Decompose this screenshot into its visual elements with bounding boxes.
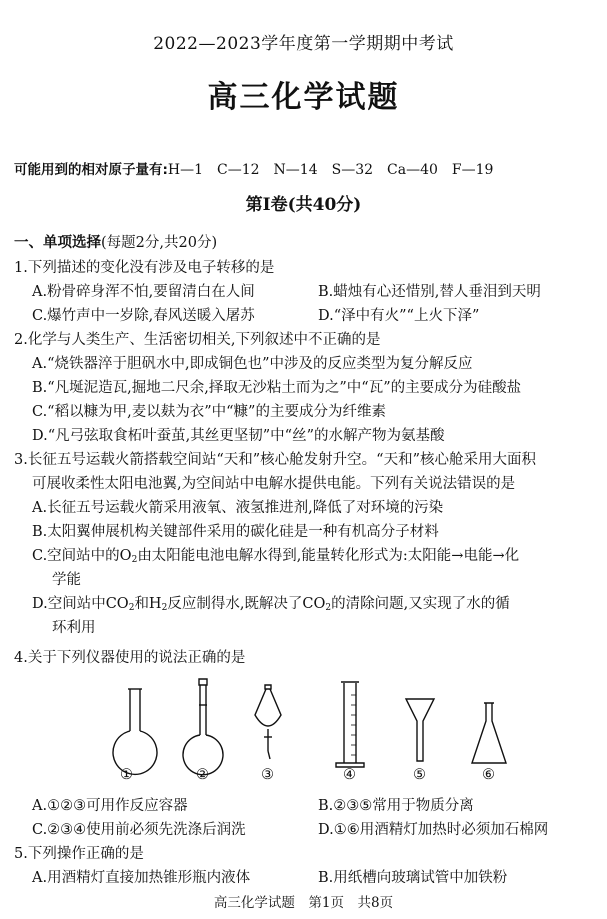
graduated-cylinder-icon — [336, 682, 364, 767]
q1-option-a: A.粉骨碎身浑不怕,要留清白在人间 — [32, 284, 255, 300]
q3-d-text-4: 的清除问题,又实现了水的循 — [331, 596, 510, 612]
q2-option-a: A.“烧铁器淬于胆矾水中,即成铜色也”中涉及的反应类型为复分解反应 — [32, 356, 473, 372]
apparatus-label-6: ⑥ — [482, 767, 495, 783]
q3-c-text-1: C.空间站中的O — [32, 548, 132, 564]
apparatus-label-1: ① — [120, 767, 133, 783]
apparatus-label-2: ② — [196, 767, 209, 783]
conical-flask-icon — [472, 703, 506, 763]
q2-stem: 2.化学与人类生产、生活密切相关,下列叙述中不正确的是 — [14, 332, 381, 348]
q3-option-c-cont: 学能 — [52, 572, 81, 588]
q1-option-b: B.蜡烛有心还惜别,替人垂泪到天明 — [318, 284, 541, 300]
q3-d-text-3: 反应制得水,既解决了CO — [167, 596, 326, 612]
q3-d-sub-3: 2 — [325, 603, 332, 613]
q1-option-c: C.爆竹声中一岁除,春风送暖入屠苏 — [32, 308, 255, 324]
q3-c-sub: 2 — [131, 555, 138, 565]
separatory-funnel-icon — [255, 685, 281, 759]
q3-stem-line2: 可展收柔性太阳电池翼,为空间站中电解水提供电能。下列有关说法错误的是 — [32, 476, 516, 492]
q3-option-d-cont: 环利用 — [52, 620, 96, 636]
q3-d-sub-2: 2 — [161, 603, 168, 613]
atomic-mass-line — [14, 160, 493, 180]
q3-option-a: A.长征五号运载火箭采用液氧、液氢推进剂,降低了对环境的污染 — [32, 500, 444, 516]
q3-c-text-2: 由太阳能电池电解水得到,能量转化形式为:太阳能→电能→化 — [137, 548, 520, 564]
q4-option-c: C.②③④使用前必须先洗涤后润洗 — [32, 822, 246, 838]
apparatus-label-3: ③ — [261, 767, 274, 783]
q2-option-d: D.“凡弓弦取食柘叶蚕茧,其丝更坚韧”中“丝”的水解产物为氨基酸 — [32, 428, 445, 444]
apparatus-label-4: ④ — [343, 767, 356, 783]
q4-stem: 4.关于下列仪器使用的说法正确的是 — [14, 650, 246, 666]
q2-option-b: B.“凡埏泥造瓦,掘地二尺余,择取无沙粘土而为之”中“瓦”的主要成分为硅酸盐 — [32, 380, 522, 396]
q5-stem: 5.下列操作正确的是 — [14, 846, 144, 862]
q3-option-c — [32, 546, 519, 570]
q3-option-b: B.太阳翼伸展机构关键部件采用的碳化硅是一种有机高分子材料 — [32, 524, 439, 540]
volumetric-flask-icon — [183, 679, 223, 775]
paper-title: 高三化学试题 — [207, 80, 400, 115]
lab-apparatus-figure — [100, 675, 520, 787]
volume-heading: 第Ⅰ卷(共40分) — [245, 195, 362, 215]
section-name: 一、单项选择 — [14, 235, 101, 251]
apparatus-label-5: ⑤ — [413, 767, 426, 783]
q3-stem-line1: 3.长征五号运载火箭搭载空间站“天和”核心舱发射升空。“天和”核心舱采用大面积 — [14, 452, 536, 468]
q4-option-a: A.①②③可用作反应容器 — [32, 798, 188, 814]
q4-option-d: D.①⑥用酒精灯加热时必须加石棉网 — [318, 822, 549, 838]
q5-option-b: B.用纸槽向玻璃试管中加铁粉 — [318, 870, 508, 886]
funnel-icon — [406, 699, 434, 761]
section-heading — [14, 233, 217, 253]
q3-d-text-1: D.空间站中CO — [32, 596, 129, 612]
exam-heading: 2022—2023学年度第一学期期中考试 — [153, 34, 454, 54]
round-bottom-flask-icon — [113, 689, 157, 774]
page-footer: 高三化学试题 第1页 共8页 — [213, 895, 394, 911]
q1-stem: 1.下列描述的变化没有涉及电子转移的是 — [14, 260, 275, 276]
atomic-mass-label: 可能用到的相对原子量有: — [14, 162, 168, 178]
section-note: (每题2分,共20分) — [101, 235, 218, 251]
q3-option-d — [32, 594, 510, 618]
q4-option-b: B.②③⑤常用于物质分离 — [318, 798, 474, 814]
q5-option-a: A.用酒精灯直接加热锥形瓶内液体 — [32, 870, 251, 886]
q2-option-c: C.“稻以糠为甲,麦以麸为衣”中“糠”的主要成分为纤维素 — [32, 404, 386, 420]
q1-option-d: D.“泽中有火”“上火下泽” — [318, 308, 480, 324]
atomic-mass-values: H—1 C—12 N—14 S—32 Ca—40 F—19 — [167, 162, 494, 178]
q3-d-sub-1: 2 — [128, 603, 135, 613]
q3-d-text-2: 和H — [134, 596, 162, 612]
